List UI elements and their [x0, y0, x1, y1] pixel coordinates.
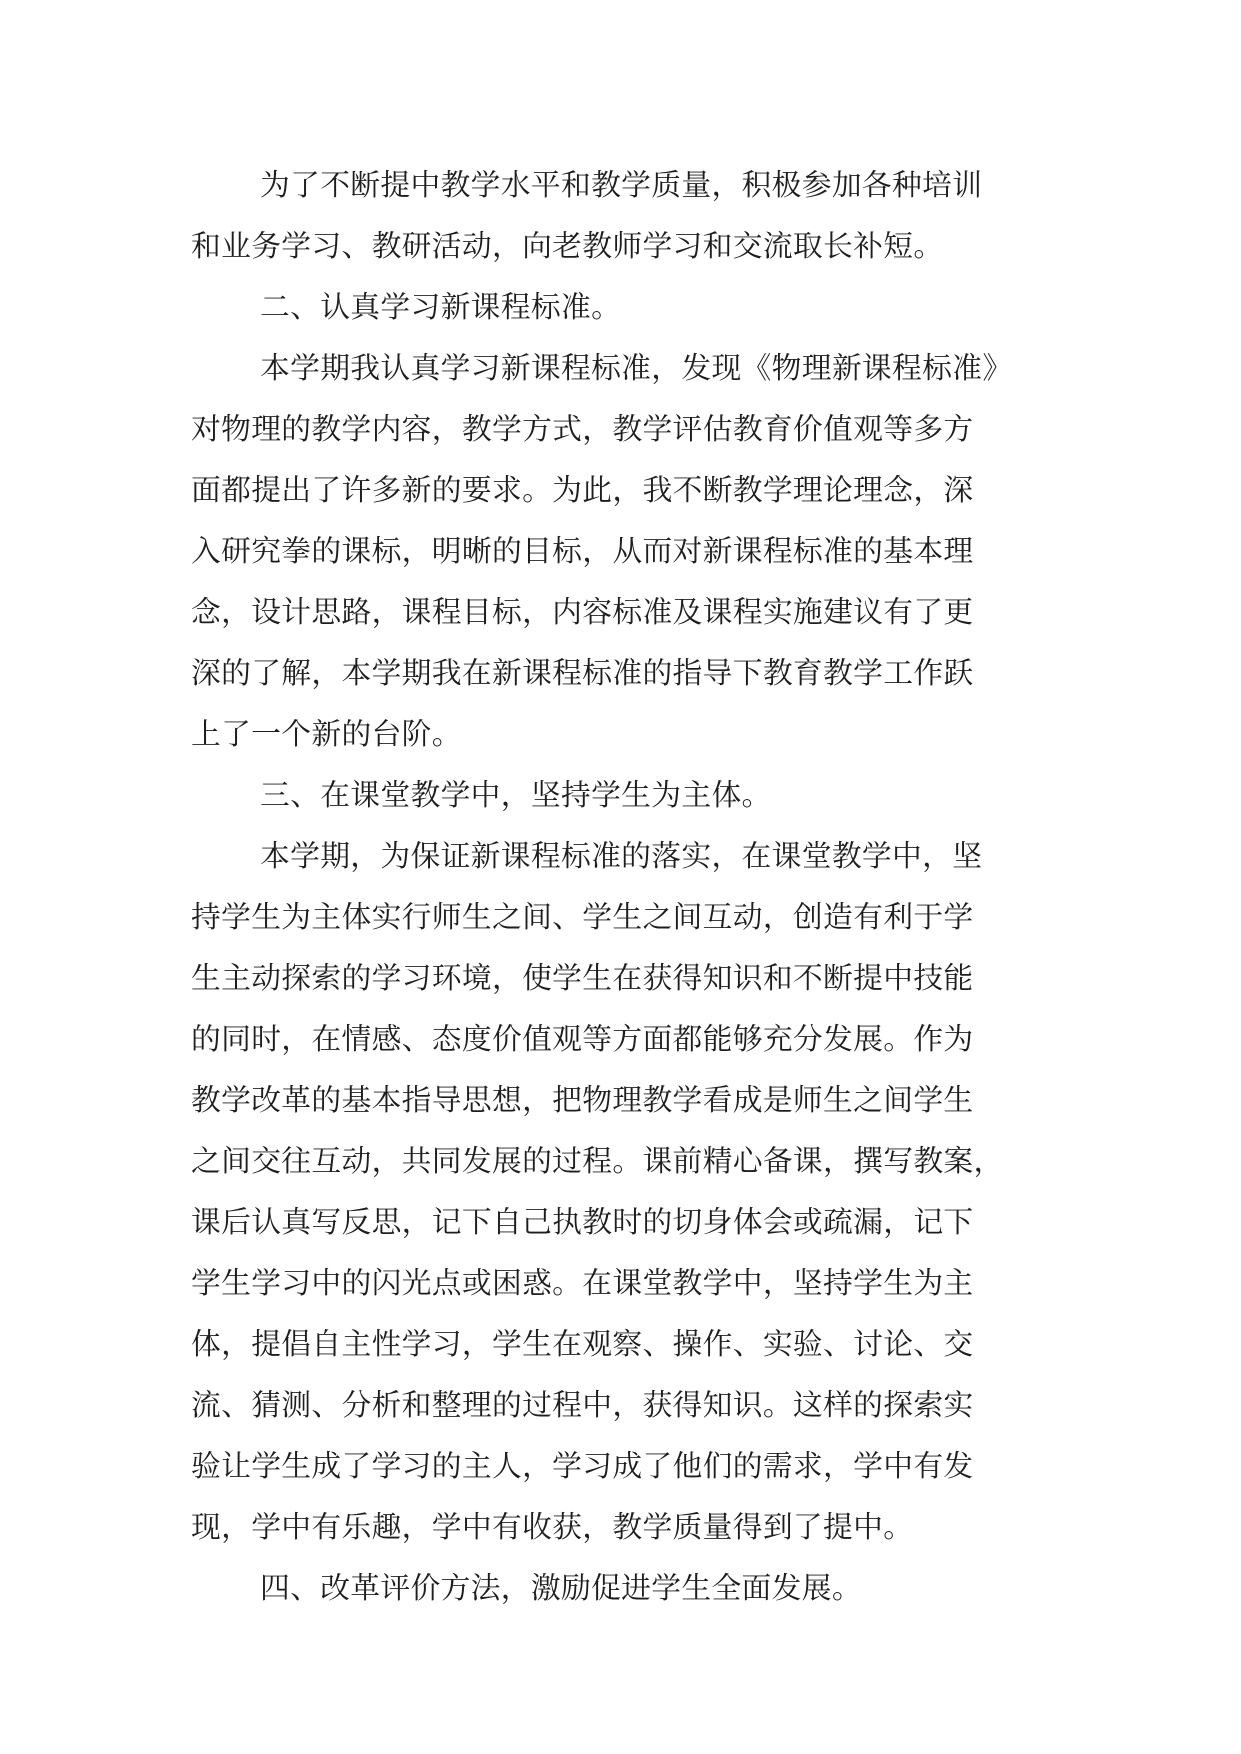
paragraph-line: 念，设计思路，课程目标，内容标准及课程实施建议有了更: [191, 595, 974, 630]
paragraph-first-line: 三、在课堂教学中，坚持学生为主体。: [260, 778, 772, 813]
paragraph-line: 验让学生成了学习的主人，学习成了他们的需求，学中有发: [191, 1449, 974, 1484]
paragraph-first-line: 为了不断提中教学水平和教学质量，积极参加各种培训: [260, 168, 983, 203]
paragraph-line: 学生学习中的闪光点或困惑。在课堂教学中，坚持学生为主: [191, 1266, 974, 1301]
paragraph-line: 体，提倡自主性学习，学生在观察、操作、实验、讨论、交: [191, 1327, 974, 1362]
paragraph-line: 课后认真写反思，记下自己执教时的切身体会或疏漏，记下: [191, 1205, 974, 1240]
paragraph-line: 面都提出了许多新的要求。为此，我不断教学理论理念，深: [191, 473, 974, 508]
paragraph-line: 流、猜测、分析和整理的过程中，获得知识。这样的探索实: [191, 1388, 974, 1423]
paragraph-line: 入研究拳的课标，明晰的目标，从而对新课程标准的基本理: [191, 534, 974, 569]
paragraph-first-line: 二、认真学习新课程标准。: [260, 290, 622, 325]
paragraph-line: 之间交往互动，共同发展的过程。课前精心备课，撰写教案，: [191, 1144, 1004, 1179]
paragraph-line: 现，学中有乐趣，学中有收获，教学质量得到了提中。: [191, 1510, 914, 1545]
document-body: [191, 155, 1051, 1619]
paragraph-line: 教学改革的基本指导思想，把物理教学看成是师生之间学生: [191, 1083, 974, 1118]
paragraph-line: 深的了解，本学期我在新课程标准的指导下教育教学工作跃: [191, 656, 974, 691]
paragraph-line: 的同时，在情感、态度价值观等方面都能够充分发展。作为: [191, 1022, 974, 1057]
paragraph-line: 生主动探索的学习环境，使学生在获得知识和不断提中技能: [191, 961, 974, 996]
paragraph-line: 上了一个新的台阶。: [191, 717, 462, 752]
paragraph-line: 对物理的教学内容，教学方式，教学评估教育价值观等多方: [191, 412, 974, 447]
paragraph-first-line: 本学期，为保证新课程标准的落实，在课堂教学中，坚: [260, 839, 983, 874]
paragraph-line: 和业务学习、教研活动，向老教师学习和交流取长补短。: [191, 229, 944, 264]
paragraph-first-line: 四、改革评价方法，激励促进学生全面发展。: [260, 1571, 862, 1606]
paragraph-first-line: 本学期我认真学习新课程标准，发现《物理新课程标准》: [260, 351, 1013, 386]
paragraph-line: 持学生为主体实行师生之间、学生之间互动，创造有利于学: [191, 900, 974, 935]
